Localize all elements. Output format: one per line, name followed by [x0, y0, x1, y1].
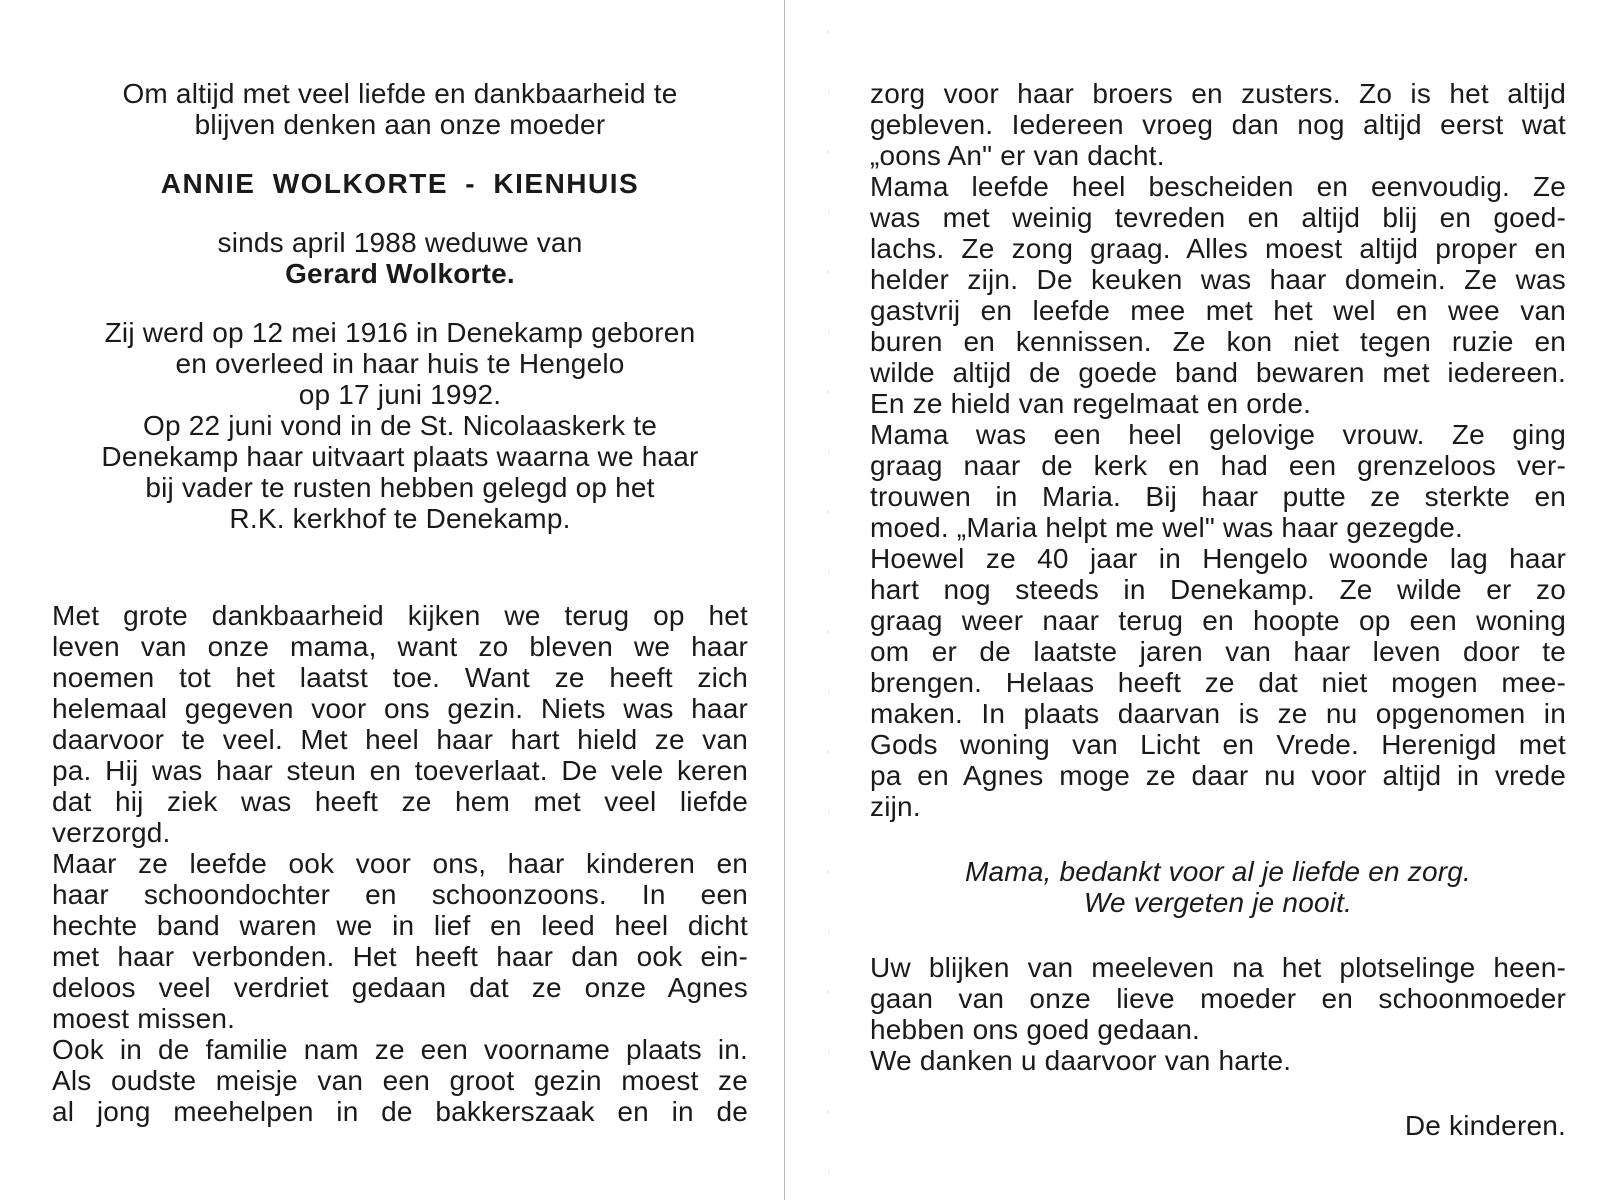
body-line: Met grote dankbaarheid kijken we terug op het	[52, 600, 748, 631]
body-line: moest missen.	[52, 1003, 236, 1034]
body-line: Maar ze leefde ook voor ons, haar kinderen en	[52, 848, 748, 879]
details-line: op 17 juni 1992.	[298, 379, 502, 410]
body-line: helder zijn. De keuken was haar domein. Ze was	[870, 264, 1566, 295]
details-line: Zij werd op 12 mei 1916 in Denekamp geboren	[104, 317, 696, 348]
details-line: Op 22 juni vond in de St. Nicolaaskerk te	[142, 410, 658, 441]
body-line: Mama leefde heel bescheiden en eenvoudig. Ze	[870, 171, 1566, 202]
body-line: hart nog steeds in Denekamp. Ze wilde er zo	[870, 574, 1566, 605]
body-line: was met weinig tevreden en altijd blij en goed-	[870, 202, 1566, 233]
body-line: helemaal gegeven voor ons gezin. Niets was haar	[52, 693, 748, 724]
body-line: pa. Hij was haar steun en toeverlaat. De vele keren	[52, 755, 748, 786]
body-line: gebleven. Iedereen vroeg dan nog altijd eerst wat	[870, 109, 1566, 140]
thanks-line: Uw blijken van meeleven na het plotselinge heen-	[870, 952, 1566, 983]
body-line: En ze hield van regelmaat en orde.	[870, 388, 1312, 419]
intro-line: Om altijd met veel liefde en dankbaarheid te	[122, 78, 678, 109]
details-line: en overleed in haar huis te Hengelo	[175, 348, 625, 379]
body-line: Mama was een heel gelovige vrouw. Ze ging	[870, 419, 1566, 450]
body-line: moed. „Maria helpt me wel" was haar gezegde.	[870, 512, 1464, 543]
card-fold-shadow	[828, 0, 829, 1200]
card-fold-line	[784, 0, 785, 1200]
body-line: al jong meehelpen in de bakkerszaak en in de	[52, 1096, 748, 1127]
deceased-name: ANNIE WOLKORTE - KIENHUIS	[160, 168, 640, 199]
thanks-line: We danken u daarvoor van harte.	[870, 1045, 1292, 1076]
body-line: hechte band waren we in lief en leed heel dicht	[52, 910, 748, 941]
body-line: Ook in de familie nam ze een voorname plaats in.	[52, 1034, 748, 1065]
body-line: buren en kennissen. Ze kon niet tegen ruzie en	[870, 326, 1566, 357]
body-line: brengen. Helaas heeft ze dat niet mogen mee-	[870, 667, 1566, 698]
body-line: zijn.	[870, 791, 921, 822]
body-line: lachs. Ze zong graag. Alles moest altijd proper en	[870, 233, 1566, 264]
details-line: Denekamp haar uitvaart plaats waarna we haar	[101, 441, 699, 472]
thanks-line: gaan van onze lieve moeder en schoonmoeder	[870, 983, 1566, 1014]
body-line: graag naar de kerk en had een grenzeloos ver-	[870, 450, 1566, 481]
details-line: R.K. kerkhof te Denekamp.	[229, 503, 571, 534]
closing-quote: We vergeten je nooit.	[1083, 887, 1353, 918]
intro-line: blijven denken aan onze moeder	[194, 109, 606, 140]
body-line: om er de laatste jaren van haar leven door te	[870, 636, 1566, 667]
body-line: met haar verbonden. Het heeft haar dan ook ein-	[52, 941, 748, 972]
body-line: leven van onze mama, want zo bleven we haar	[52, 631, 748, 662]
body-line: Gods woning van Licht en Vrede. Herenigd met	[870, 729, 1566, 760]
body-line: Als oudste meisje van een groot gezin moest ze	[52, 1065, 748, 1096]
husband-name: Gerard Wolkorte.	[285, 258, 515, 289]
body-line: daarvoor te veel. Met heel haar hart hield ze van	[52, 724, 748, 755]
body-line: verzorgd.	[52, 817, 171, 848]
details-line: bij vader te rusten hebben gelegd op het	[145, 472, 655, 503]
body-line: deloos veel verdriet gedaan dat ze onze Agnes	[52, 972, 748, 1003]
thanks-line: hebben ons goed gedaan.	[870, 1014, 1201, 1045]
left-page	[52, 78, 748, 1127]
signature: De kinderen.	[1404, 1110, 1566, 1141]
body-line: haar schoondochter en schoonzoons. In een	[52, 879, 748, 910]
right-page	[870, 78, 1566, 1141]
closing-quote: Mama, bedankt voor al je liefde en zorg.	[964, 856, 1472, 887]
body-line: „oons An" er van dacht.	[870, 140, 1165, 171]
widow-line: sinds april 1988 weduwe van	[217, 227, 583, 258]
body-line: wilde altijd de goede band bewaren met iedereen.	[870, 357, 1566, 388]
body-line: dat hij ziek was heeft ze hem met veel liefde	[52, 786, 748, 817]
body-line: zorg voor haar broers en zusters. Zo is het altijd	[870, 78, 1566, 109]
body-line: trouwen in Maria. Bij haar putte ze sterkte en	[870, 481, 1566, 512]
body-line: pa en Agnes moge ze daar nu voor altijd in vrede	[870, 760, 1566, 791]
body-line: gastvrij en leefde mee met het wel en wee van	[870, 295, 1566, 326]
body-line: noemen tot het laatst toe. Want ze heeft zich	[52, 662, 748, 693]
body-line: Hoewel ze 40 jaar in Hengelo woonde lag haar	[870, 543, 1566, 574]
body-line: graag weer naar terug en hoopte op een woning	[870, 605, 1566, 636]
body-line: maken. In plaats daarvan is ze nu opgenomen in	[870, 698, 1566, 729]
